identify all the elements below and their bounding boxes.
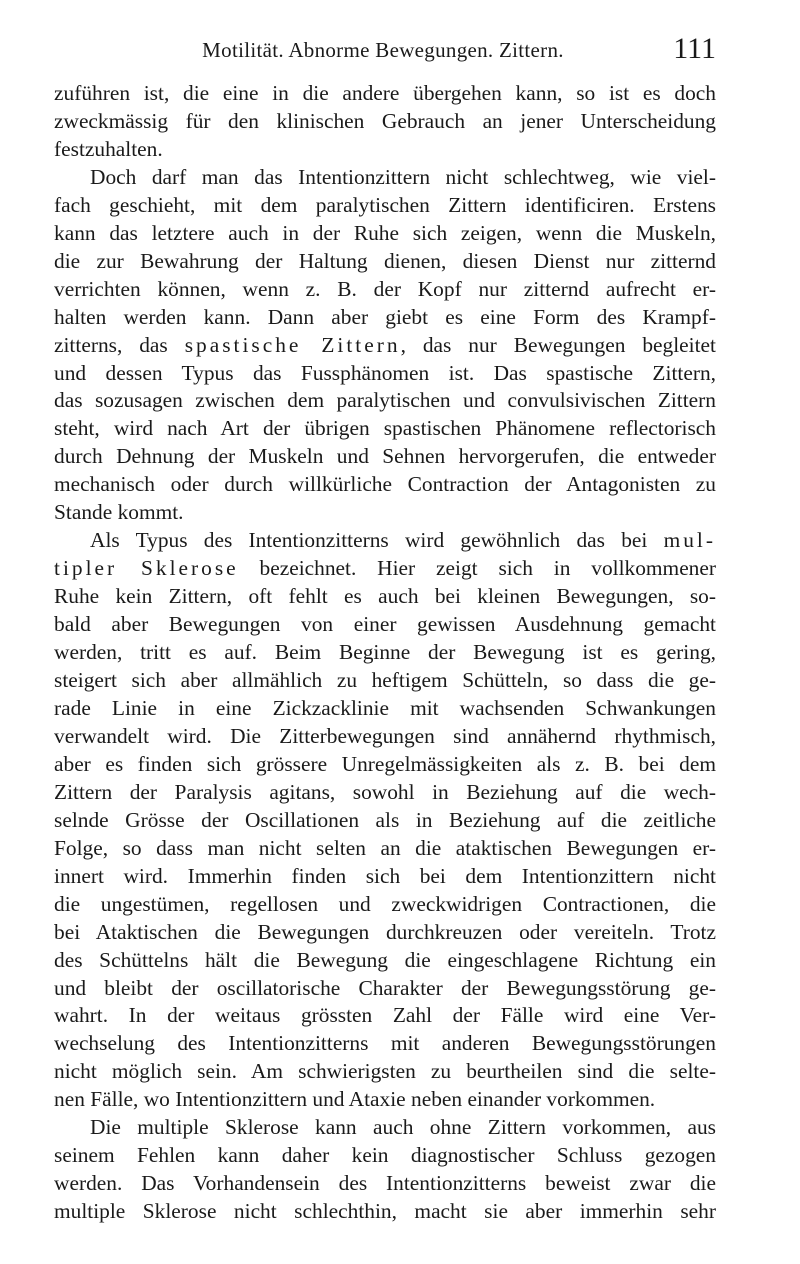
text-line: und bleibt der oscillatorische Charakter der Bewegungsstörung ge-: [54, 975, 716, 1000]
text-line: Doch darf man das Intentionzittern nicht schlechtweg, wie viel-: [90, 164, 716, 189]
text-line: nen Fälle, wo Intentionzittern und Ataxie neben einander vorkommen.: [54, 1087, 656, 1112]
text-line: seinem Fehlen kann daher kein diagnostischer Schluss gezogen: [54, 1143, 716, 1168]
text-line: wahrt. In der weitaus grössten Zahl der Fälle wird eine Ver-: [54, 1003, 716, 1028]
text-line: Folge, so dass man nicht selten an die ataktischen Bewegungen er-: [54, 835, 716, 860]
text-line: Die multiple Sklerose kann auch ohne Zittern vorkommen, aus: [90, 1115, 716, 1140]
text-line: kann das letztere auch in der Ruhe sich zeigen, wenn die Muskeln,: [54, 220, 716, 245]
text-line: zweckmässig für den klinischen Gebrauch an jener Unterscheidung: [54, 108, 716, 133]
text-line: werden, tritt es auf. Beim Beginne der Bewegung ist es gering,: [54, 640, 716, 665]
text-line: multiple Sklerose nicht schlechthin, macht sie aber immerhin sehr: [54, 1199, 716, 1224]
text-line: mechanisch oder durch willkürliche Contraction der Antagonisten zu: [54, 472, 716, 497]
text-run: bezeichnet. Hier zeigt sich in vollkommener: [238, 556, 716, 581]
text-line: zuführen ist, die eine in die andere übergehen kann, so ist es doch: [54, 81, 716, 105]
text-line: [54, 332, 716, 360]
text-line: des Schüttelns hält die Bewegung die eingeschlagene Richtung ein: [54, 947, 716, 972]
text-line: die ungestümen, regellosen und zweckwidrigen Contractionen, die: [54, 891, 716, 916]
page-number: 111: [673, 32, 716, 65]
text-line: Ruhe kein Zittern, oft fehlt es auch bei kleinen Bewegungen, so-: [54, 584, 716, 609]
text-line: [54, 555, 716, 583]
spaced-emphasis: spastische Zittern: [184, 332, 401, 357]
text-line: bei Ataktischen die Bewegungen durchkreuzen oder vereiteln. Trotz: [54, 919, 716, 944]
text-line: und dessen Typus das Fussphänomen ist. Das spastische Zittern,: [54, 360, 716, 385]
text-line: aber es finden sich grössere Unregelmässigkeiten als z. B. bei dem: [54, 751, 716, 776]
text-run: Als Typus des Intentionzitterns wird gewöhnlich das bei: [90, 528, 664, 553]
text-line: Stande kommt.: [54, 500, 184, 525]
text-line: festzuhalten.: [54, 136, 163, 161]
text-line: steht, wird nach Art der übrigen spastischen Phänomene reflectorisch: [54, 416, 716, 441]
text-line: halten werden kann. Dann aber giebt es eine Form des Krampf-: [54, 304, 716, 329]
text-line: werden. Das Vorhandensein des Intentionzitterns beweist zwar die: [54, 1171, 716, 1196]
running-head: Motilität. Abnorme Bewegungen. Zittern.: [202, 38, 564, 62]
text-line: steigert sich aber allmählich zu heftigem Schütteln, so dass die ge-: [54, 668, 716, 693]
text-line: rade Linie in eine Zickzacklinie mit wachsenden Schwankungen: [54, 695, 716, 720]
text-line: nicht möglich sein. Am schwierigsten zu beurtheilen sind die selte-: [54, 1059, 716, 1084]
text-line: Zittern der Paralysis agitans, sowohl in Beziehung auf die wech-: [54, 779, 716, 804]
spaced-emphasis: mul-: [663, 528, 716, 553]
page-header: [50, 32, 716, 68]
text-line: fach geschieht, mit dem paralytischen Zittern identificiren. Erstens: [54, 192, 716, 217]
text-run: zitterns, das: [54, 332, 185, 357]
text-line: verwandelt wird. Die Zitterbewegungen sind annähernd rhythmisch,: [54, 723, 716, 748]
text-run: , das nur Bewegungen begleitet: [400, 332, 716, 357]
spaced-emphasis: tipler Sklerose: [54, 556, 239, 581]
body-text: [54, 80, 716, 1226]
text-line: [54, 527, 716, 555]
text-line: die zur Bewahrung der Haltung dienen, diesen Dienst nur zitternd: [54, 248, 716, 273]
text-line: wechselung des Intentionzitterns mit anderen Bewegungsstörungen: [54, 1031, 716, 1056]
text-line: innert wird. Immerhin finden sich bei dem Intentionzittern nicht: [54, 863, 716, 888]
text-line: verrichten können, wenn z. B. der Kopf nur zitternd aufrecht er-: [54, 276, 716, 301]
text-line: bald aber Bewegungen von einer gewissen Ausdehnung gemacht: [54, 612, 716, 637]
text-line: durch Dehnung der Muskeln und Sehnen hervorgerufen, die entweder: [54, 444, 716, 469]
text-line: das sozusagen zwischen dem paralytischen und convulsivischen Zittern: [54, 388, 716, 413]
text-line: selnde Grösse der Oscillationen als in Beziehung auf die zeitliche: [54, 807, 716, 832]
